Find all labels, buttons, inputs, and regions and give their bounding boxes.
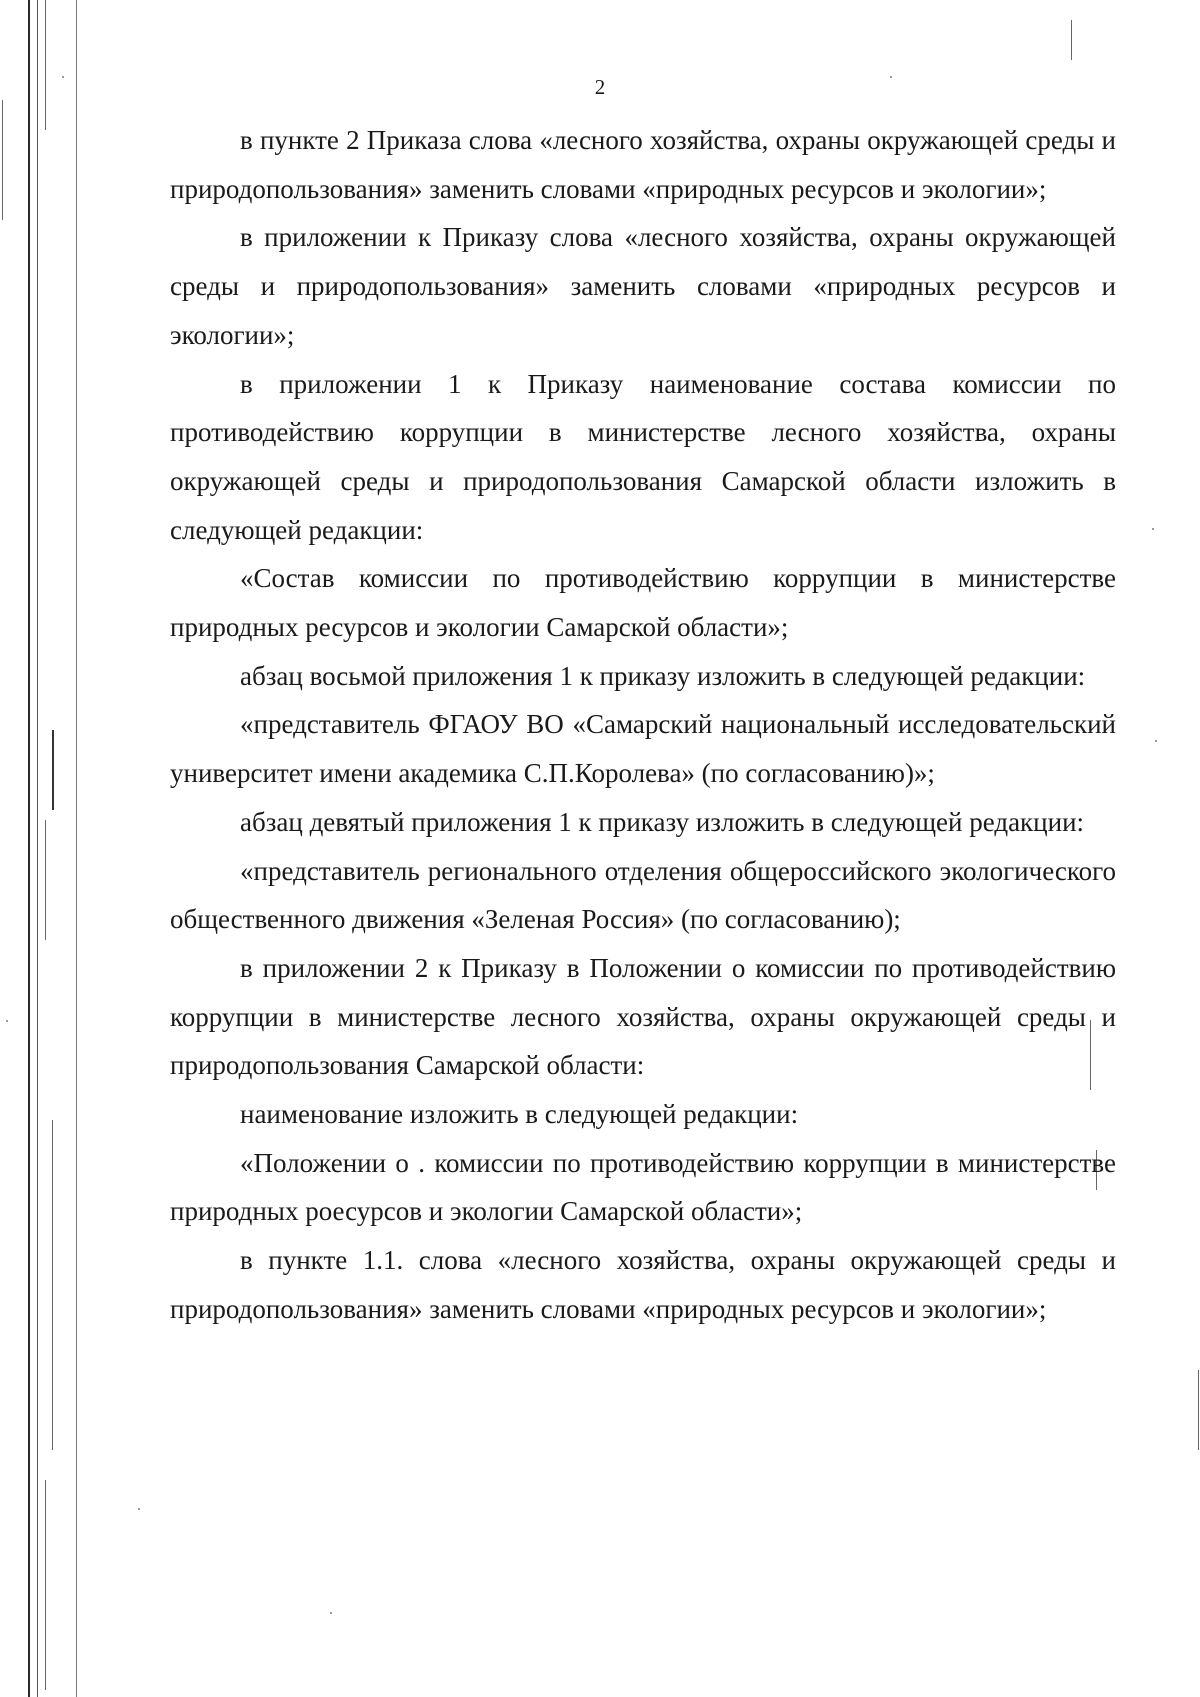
scan-speck [6, 1020, 8, 1022]
scan-mark [1071, 20, 1072, 60]
binding-edge-line [37, 0, 38, 1697]
scan-mark [52, 1120, 53, 1450]
scan-speck [1152, 528, 1154, 530]
paragraph: «представитель ФГАОУ ВО «Самарский национальный исследовательский университет имени академика С.П.Королева» (по согласованию)»; [170, 709, 1116, 789]
scan-mark [45, 1480, 46, 1690]
paragraph: наименование изложить в следующей редакции: [240, 1099, 799, 1130]
paragraph: «Положении о . комиссии по противодействию коррупции в министерстве природных роесурсов и экологии Самарской области»; [170, 1147, 1116, 1227]
scan-mark [2, 100, 3, 220]
paragraph: «представитель регионального отделения общероссийского экологического общественного движения «Зеленая Россия» (по согласованию); [170, 855, 1116, 935]
paragraph: абзац девятый приложения 1 к приказу изложить в следующей редакции: [240, 806, 1085, 837]
scan-mark [45, 0, 46, 130]
paragraph: в пункте 1.1. слова «лесного хозяйства, охраны окружающей среды и природопользования» заменить словами «природных ресурсов и экологии»; [170, 1245, 1116, 1324]
scan-speck [1155, 740, 1157, 742]
scan-mark [1198, 1370, 1199, 1450]
binding-edge-line [76, 0, 77, 1697]
paragraph: в приложении 2 к Приказу в Положении о комиссии по противодействию коррупции в министерстве лесного хозяйства, охраны окружающей среды и природопользования Самарской области: [170, 952, 1116, 1081]
binding-edge-line [28, 0, 30, 1697]
paragraph: абзац восьмой приложения 1 к приказу изложить в следующей редакции: [240, 660, 1086, 691]
scan-mark [52, 730, 54, 810]
paragraph: в приложении к Приказу слова «лесного хозяйства, охраны окружающей среды и природопользования» заменить словами «природных ресурсов и экологии»; [170, 222, 1116, 350]
scan-mark [45, 820, 46, 940]
scan-speck [330, 1612, 332, 1614]
paragraph: в пункте 2 Приказа слова «лесного хозяйства, охраны окружающей среды и природопользования» заменить словами «природных ресурсов и экологии»; [170, 125, 1116, 204]
page-number: 2 [594, 75, 606, 99]
document-body [170, 116, 1116, 1334]
scan-speck [138, 1508, 140, 1510]
paragraph: «Состав комиссии по противодействию коррупции в министерстве природных ресурсов и экологии Самарской области»; [170, 563, 1116, 643]
paragraph: в приложении 1 к Приказу наименование состава комиссии по противодействию коррупции в министерстве лесного хозяйства, охраны окружающей среды и природопользования Самарской области изложить в следующей редакции: [170, 368, 1116, 545]
